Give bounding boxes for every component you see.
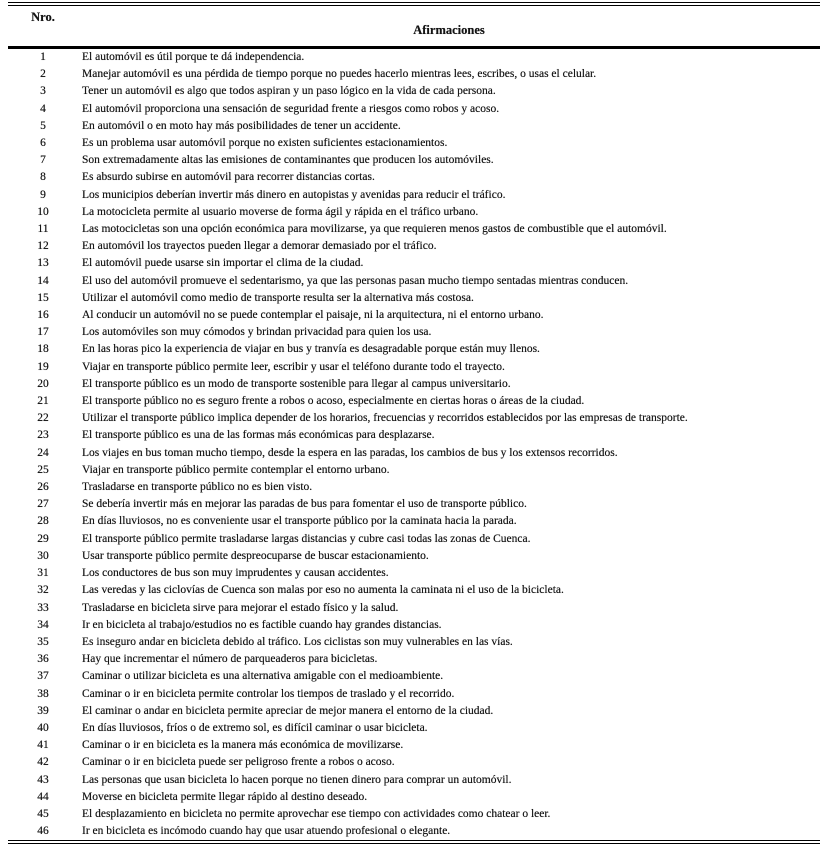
table-row (8, 531, 820, 548)
row-afirmacion: Las veredas y las ciclovías de Cuenca son malas por eso no aumenta la caminata ni el uso de la bicicleta. (82, 584, 564, 597)
row-afirmacion: El desplazamiento en bicicleta no permite aprovechar ese tiempo con actividades como chatear o leer. (82, 807, 551, 820)
table-row (8, 359, 820, 376)
row-number: 15 (37, 291, 49, 304)
row-number: 33 (37, 601, 49, 614)
row-number: 22 (37, 412, 49, 425)
table-row (8, 255, 820, 272)
row-number: 11 (37, 223, 49, 236)
table-row (8, 83, 820, 100)
table-row (8, 118, 820, 135)
row-number: 21 (37, 395, 49, 408)
row-afirmacion: El transporte público permite trasladarse largas distancias y cubre casi todas las zonas de Cuenca. (82, 532, 531, 545)
row-afirmacion: Tener un automóvil es algo que todos aspiran y un paso lógico en la vida de cada persona. (82, 85, 496, 98)
row-afirmacion: La motocicleta permite al usuario moverse de forma ágil y rápida en el tráfico urbano. (82, 205, 479, 218)
row-number: 37 (37, 670, 49, 683)
row-number: 1 (40, 51, 46, 63)
row-number: 3 (40, 85, 46, 98)
table-row (8, 48, 820, 67)
row-afirmacion: El transporte público no es seguro frente a robos o acoso, especialmente en ciertas horas o áreas de la ciudad. (82, 395, 585, 408)
row-afirmacion: Los conductores de bus son muy imprudentes y causan accidentes. (82, 567, 389, 580)
row-afirmacion: En automóvil los trayectos pueden llegar a demorar demasiado por el tráfico. (82, 240, 437, 253)
row-afirmacion: El automóvil es útil porque te dá independencia. (82, 51, 305, 63)
table-row (8, 668, 820, 685)
row-number: 44 (37, 790, 49, 803)
row-number: 36 (37, 653, 49, 666)
row-afirmacion: Utilizar el transporte público implica depender de los horarios, frecuencias y recorridos establecidos por las empresas de transporte. (82, 412, 688, 425)
row-afirmacion: Trasladarse en transporte público no es bien visto. (82, 481, 313, 494)
row-number: 38 (37, 687, 49, 700)
row-number: 35 (37, 635, 49, 648)
table-row (8, 221, 820, 238)
table-row (8, 445, 820, 462)
table-row (8, 479, 820, 496)
row-number: 34 (37, 618, 49, 631)
table-row (8, 565, 820, 582)
table-row (8, 307, 820, 324)
table-row (8, 548, 820, 565)
row-afirmacion: El caminar o andar en bicicleta permite apreciar de mejor manera el entorno de la ciudad. (82, 704, 494, 717)
row-number: 18 (37, 343, 49, 356)
row-number: 42 (37, 756, 49, 769)
table-row (8, 101, 820, 118)
row-number: 2 (40, 68, 46, 81)
table-row (8, 376, 820, 393)
row-afirmacion: Trasladarse en bicicleta sirve para mejorar el estado físico y la salud. (82, 601, 399, 614)
row-afirmacion: Es inseguro andar en bicicleta debido al tráfico. Los ciclistas son muy vulnerables en las vías. (82, 635, 513, 648)
table-row (8, 238, 820, 255)
row-number: 41 (37, 739, 49, 752)
table-row (8, 754, 820, 771)
table-row (8, 169, 820, 186)
document-page (0, 2, 827, 844)
table-row (8, 273, 820, 290)
table-row (8, 187, 820, 204)
row-afirmacion: El transporte público es una de las formas más económicas para desplazarse. (82, 429, 435, 442)
row-number: 13 (37, 257, 49, 270)
table-header (8, 4, 820, 48)
header-cell-nro: Nro. (8, 4, 78, 48)
table-row (8, 789, 820, 806)
row-afirmacion: Se debería invertir más en mejorar las paradas de bus para fomentar el uso de transporte público. (82, 498, 527, 511)
table-row (8, 324, 820, 341)
row-number: 5 (40, 119, 46, 132)
table-body (8, 48, 820, 843)
row-number: 4 (40, 102, 46, 115)
table-row (8, 496, 820, 513)
row-number: 24 (37, 446, 49, 459)
table-row (8, 823, 820, 842)
row-number: 43 (37, 773, 49, 786)
row-number: 26 (37, 481, 49, 494)
row-afirmacion: En automóvil o en moto hay más posibilidades de tener un accidente. (82, 119, 401, 132)
row-afirmacion: En días lluviosos, fríos o de extremo sol, es difícil caminar o usar bicicleta. (82, 721, 428, 734)
row-afirmacion: Caminar o ir en bicicleta es la manera más económica de movilizarse. (82, 739, 404, 752)
table-row (8, 772, 820, 789)
row-afirmacion: Es un problema usar automóvil porque no existen suficientes estacionamientos. (82, 137, 448, 150)
row-afirmacion: Viajar en transporte público permite leer, escribir y usar el teléfono durante todo el trayecto. (82, 360, 505, 373)
row-number: 30 (37, 549, 49, 562)
header-cell-afirmaciones: Afirmaciones (78, 4, 820, 48)
row-afirmacion: El transporte público es un modo de transporte sostenible para llegar al campus universitario. (82, 377, 511, 390)
row-afirmacion: Ir en bicicleta al trabajo/estudios no es factible cuando hay grandes distancias. (82, 618, 442, 631)
row-number: 45 (37, 807, 49, 820)
row-number: 9 (40, 188, 46, 201)
row-number: 20 (37, 377, 49, 390)
row-afirmacion: Las personas que usan bicicleta lo hacen porque no tienen dinero para comprar un automóvil. (82, 773, 512, 786)
row-afirmacion: Los automóviles son muy cómodos y brindan privacidad para quien los usa. (82, 326, 432, 339)
table-row (8, 135, 820, 152)
row-afirmacion: Los municipios deberían invertir más dinero en autopistas y avenidas para reducir el tráfico. (82, 188, 506, 201)
row-afirmacion: Viajar en transporte público permite contemplar el entorno urbano. (82, 463, 390, 476)
row-afirmacion: El automóvil puede usarse sin importar el clima de la ciudad. (82, 257, 364, 270)
table-row (8, 410, 820, 427)
row-afirmacion: Usar transporte público permite despreocuparse de buscar estacionamiento. (82, 549, 429, 562)
table-row (8, 341, 820, 358)
header-row (8, 4, 820, 48)
table-row (8, 393, 820, 410)
table-row (8, 651, 820, 668)
row-number: 7 (40, 154, 46, 167)
row-number: 16 (37, 309, 49, 322)
table-row (8, 152, 820, 169)
row-number: 39 (37, 704, 49, 717)
table-row (8, 513, 820, 530)
table-row (8, 582, 820, 599)
table-row (8, 427, 820, 444)
row-afirmacion: Caminar o ir en bicicleta puede ser peligroso frente a robos o acoso. (82, 756, 395, 769)
row-afirmacion: En las horas pico la experiencia de viajar en bus y tranvía es desagradable porque están muy llenos. (82, 343, 540, 356)
row-afirmacion: Ir en bicicleta es incómodo cuando hay que usar atuendo profesional o elegante. (82, 825, 451, 838)
row-number: 32 (37, 584, 49, 597)
row-afirmacion: Utilizar el automóvil como medio de transporte resulta ser la alternativa más costosa. (82, 291, 474, 304)
row-number: 25 (37, 463, 49, 476)
table-row (8, 686, 820, 703)
table-row (8, 737, 820, 754)
table-row (8, 703, 820, 720)
row-number: 10 (37, 205, 49, 218)
row-afirmacion: Son extremadamente altas las emisiones de contaminantes que producen los automóviles. (82, 154, 494, 167)
row-number: 46 (37, 825, 49, 838)
row-number: 29 (37, 532, 49, 545)
row-number: 8 (40, 171, 46, 184)
row-afirmacion: En días lluviosos, no es conveniente usar el transporte público por la caminata hacia la parada. (82, 515, 517, 528)
table-row (8, 204, 820, 221)
table-row (8, 720, 820, 737)
row-afirmacion: Al conducir un automóvil no se puede contemplar el paisaje, ni la arquitectura, ni el entorno urbano. (82, 309, 544, 322)
table-row (8, 290, 820, 307)
table-row (8, 600, 820, 617)
row-number: 6 (40, 137, 46, 150)
row-number: 23 (37, 429, 49, 442)
table-row (8, 462, 820, 479)
row-number: 27 (37, 498, 49, 511)
row-afirmacion: Caminar o ir en bicicleta permite controlar los tiempos de traslado y el recorrido. (82, 687, 455, 700)
row-number: 31 (37, 567, 49, 580)
row-afirmacion: El uso del automóvil promueve el sedentarismo, ya que las personas pasan mucho tiempo sentadas mientras conducen. (82, 274, 629, 287)
row-number: 12 (37, 240, 49, 253)
affirmations-table (8, 2, 820, 844)
row-number: 14 (37, 274, 49, 287)
row-afirmacion: Las motocicletas son una opción económica para movilizarse, ya que requieren menos gastos de combustible que el automóvil. (82, 223, 667, 236)
row-number: 28 (37, 515, 49, 528)
row-number: 17 (37, 326, 49, 339)
row-afirmacion: Manejar automóvil es una pérdida de tiempo porque no puedes hacerlo mientras lees, escribes, o usas el celular. (82, 68, 597, 81)
row-afirmacion: El automóvil proporciona una sensación de seguridad frente a riesgos como robos y acoso. (82, 102, 500, 115)
table-row (8, 66, 820, 83)
table-row (8, 806, 820, 823)
table-row (8, 634, 820, 651)
row-afirmacion: Es absurdo subirse en automóvil para recorrer distancias cortas. (82, 171, 375, 184)
table-row (8, 617, 820, 634)
row-number: 40 (37, 721, 49, 734)
row-afirmacion: Hay que incrementar el número de parqueaderos para bicicletas. (82, 653, 378, 666)
row-afirmacion: Los viajes en bus toman mucho tiempo, desde la espera en las paradas, los cambios de bus y los extensos recorridos. (82, 446, 618, 459)
row-number: 19 (37, 360, 49, 373)
row-afirmacion: Caminar o utilizar bicicleta es una alternativa amigable con el medioambiente. (82, 670, 444, 683)
row-afirmacion: Moverse en bicicleta permite llegar rápido al destino deseado. (82, 790, 368, 803)
